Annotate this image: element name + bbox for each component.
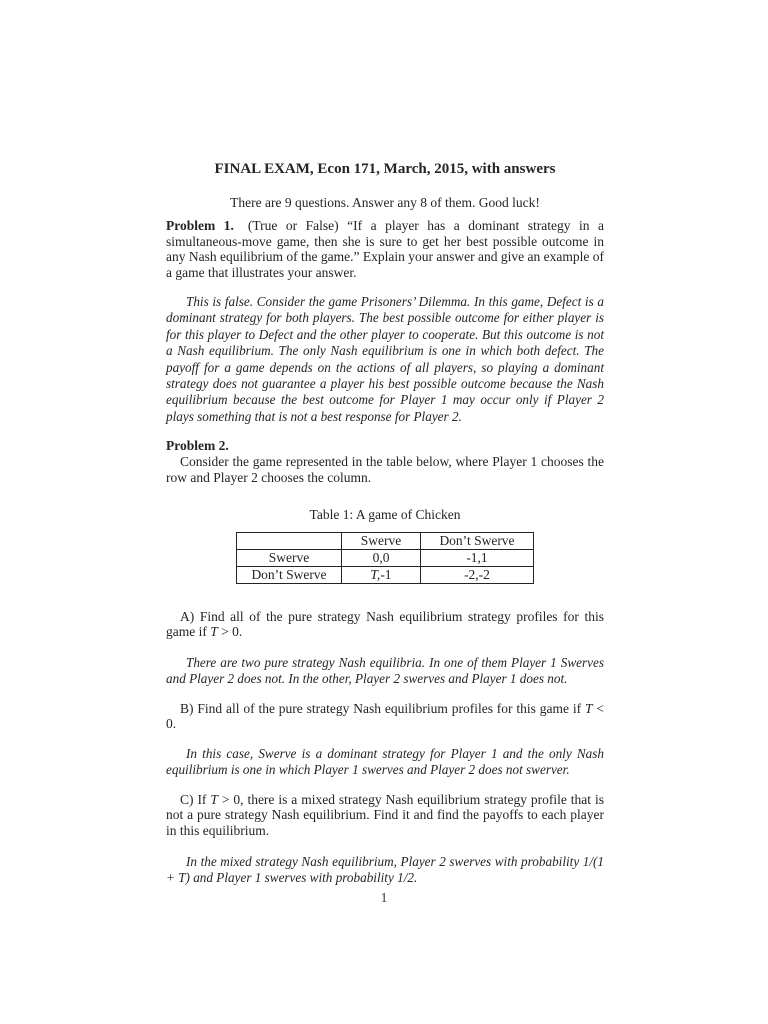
payoff-cell-dont-dont: -2,-2	[421, 566, 534, 583]
part-b-answer: In this case, Swerve is a dominant strategy for Player 1 and the only Nash equilibrium is one in which Player 1 swerves and Player 2 does not swerver.	[166, 745, 604, 778]
payoff-table	[236, 532, 534, 584]
row-label-dont-swerve: Don’t Swerve	[237, 566, 342, 583]
payoff-cell-dont-swerve: T,-1	[342, 566, 421, 583]
part-a-answer: There are two pure strategy Nash equilibria. In one of them Player 1 Swerves and Player 2 does not. In the other, Player 2 swerves and Player 1 does not.	[166, 654, 604, 687]
table-header-dont-swerve: Don’t Swerve	[421, 532, 534, 549]
part-a-question-condition: > 0.	[217, 624, 243, 640]
table-row-swerve	[237, 549, 534, 566]
problem-2-intro: Consider the game represented in the table below, where Player 1 chooses the row and Player 2 chooses the column.	[166, 454, 604, 485]
exam-title: FINAL EXAM, Econ 171, March, 2015, with answers	[214, 161, 556, 177]
part-c-question-condition: > 0, there is a mixed strategy Nash equilibrium strategy profile that is not a pure strategy Nash equilibrium. Find it and find the payoffs to each player in this equilibrium.	[166, 791, 604, 839]
part-b-question-condition: < 0.	[166, 700, 604, 732]
problem-1-label: Problem 1.	[166, 218, 234, 233]
payoff-cell-swerve-dont: -1,1	[421, 549, 534, 566]
part-a-question	[166, 609, 604, 640]
part-c-answer: In the mixed strategy Nash equilibrium, Player 2 swerves with probability 1/(1 + T) and Player 1 swerves with probability 1/2.	[166, 853, 604, 886]
row-label-swerve: Swerve	[237, 549, 342, 566]
exam-instructions: There are 9 questions. Answer any 8 of them. Good luck!	[230, 195, 540, 210]
payoff-cell-swerve-swerve: 0,0	[342, 549, 421, 566]
page-number: 1	[380, 890, 388, 905]
part-b-question	[166, 701, 604, 732]
part-c-question	[166, 792, 604, 839]
math-variable-t: T	[210, 791, 218, 807]
problem-1-paragraph	[166, 218, 604, 280]
problem-1-statement: (True or False) “If a player has a dominant strategy in a simultaneous-move game, then she is sure to get her best possible outcome in any Nash equilibrium of the game.” Explain your answer and give an example of a game that illustrates your answer.	[166, 218, 604, 280]
part-b-question-text: B) Find all of the pure strategy Nash equilibrium profiles for this game if	[180, 700, 585, 716]
table-row-dont-swerve	[237, 566, 534, 583]
problem-1-answer: This is false. Consider the game Prisoners’ Dilemma. In this game, Defect is a dominant strategy for both players. The best possible outcome for either player is for this player to Defect and the other player to cooperate. But this outcome is not a Nash equilibrium. The only Nash equilibrium is one in which both defect. The payoff for a game depends on the actions of all players, so playing a dominant strategy does not guarantee a player his best possible outcome because the Nash equilibrium because the best outcome for Player 1 may occur only if Player 2 plays something that is not a best response for Player 2.	[166, 293, 604, 424]
problem-2-heading: Problem 2.	[166, 438, 229, 454]
math-variable-t: T	[210, 624, 218, 640]
table-header-swerve: Swerve	[342, 532, 421, 549]
document-content	[166, 161, 604, 900]
table-corner-cell	[237, 532, 342, 549]
part-c-question-text: C) If	[180, 791, 211, 807]
table-header-row	[237, 532, 534, 549]
part-a-question-text: A) Find all of the pure strategy Nash equilibrium strategy profiles for this game if	[166, 608, 604, 640]
table-caption: Table 1: A game of Chicken	[309, 506, 461, 522]
math-variable-t: T	[585, 700, 593, 716]
